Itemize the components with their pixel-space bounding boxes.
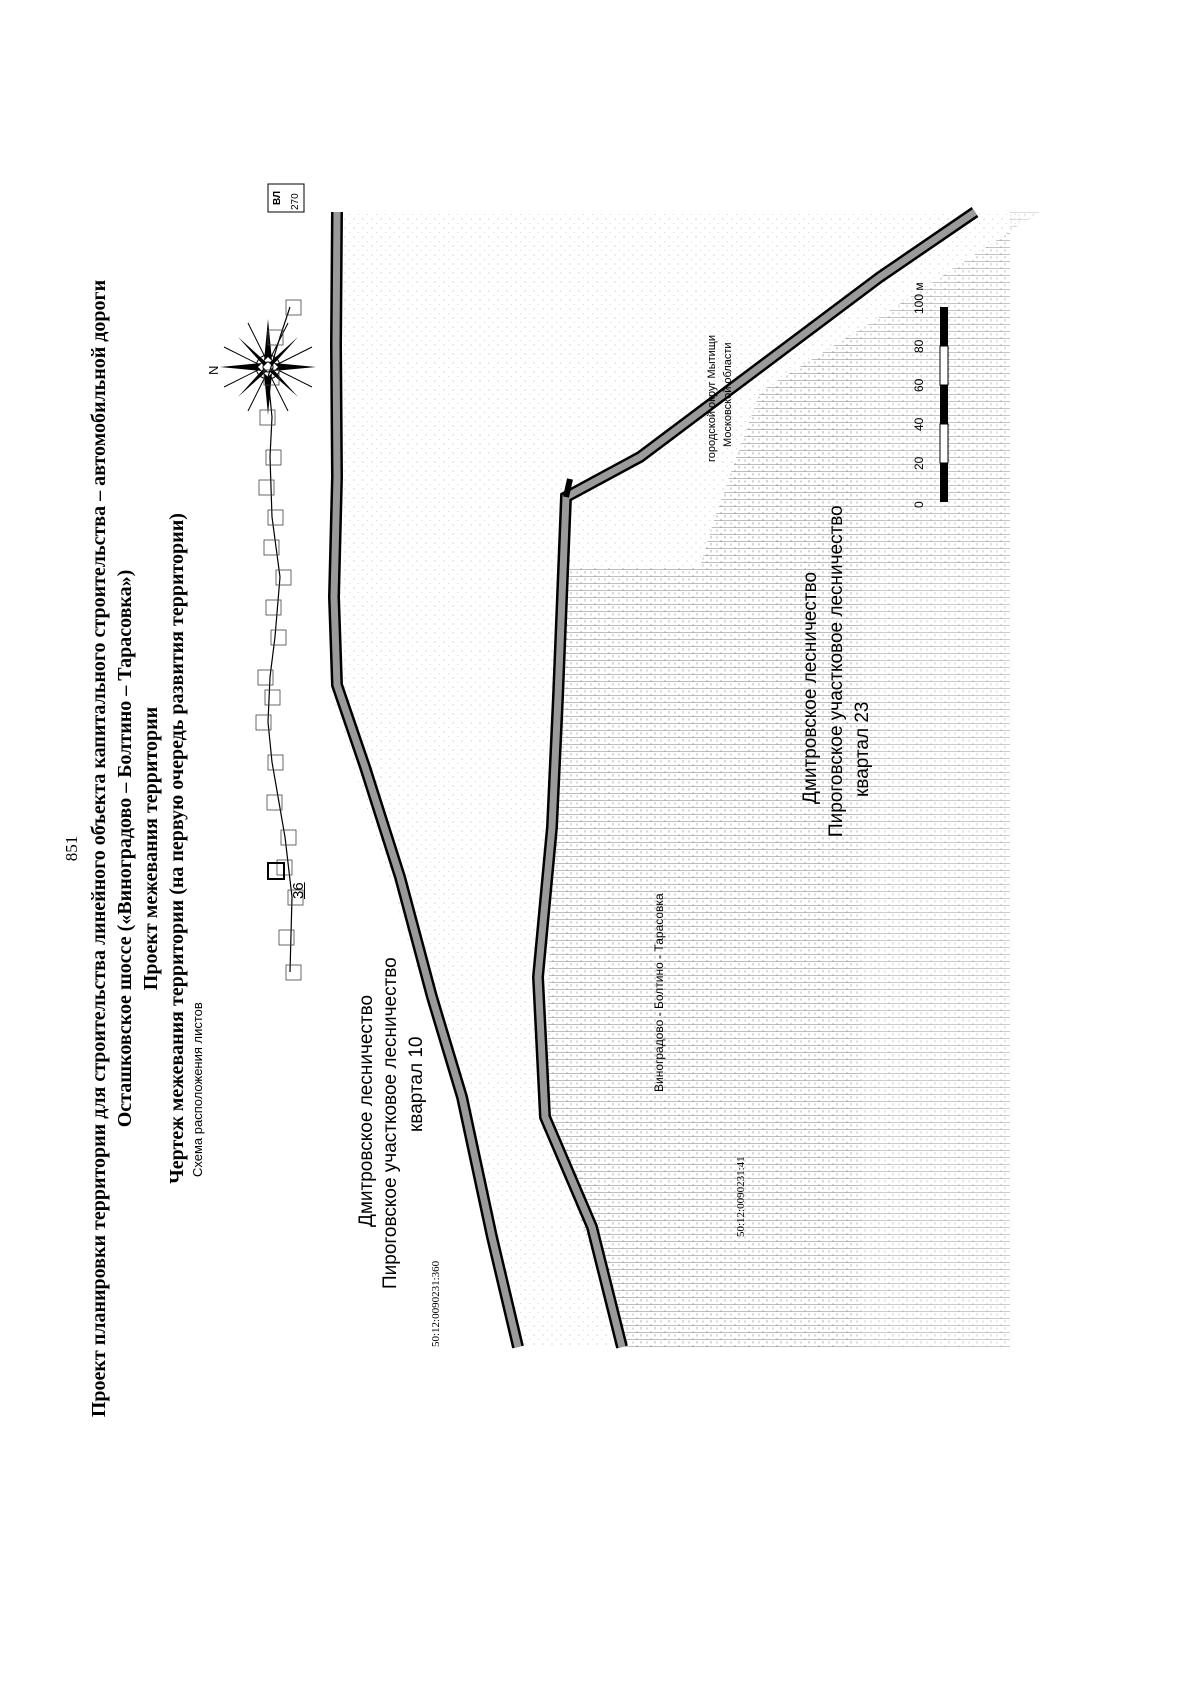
corner-badge-number: 270 <box>290 193 301 210</box>
label-block-left: квартал 10 <box>406 1036 427 1132</box>
label-forestry-left: Дмитровское лесничество <box>356 994 377 1227</box>
inset-sheet-number: 36 <box>290 882 307 899</box>
label-road: Виноградово - Болтино - Тарасовка <box>652 893 666 1092</box>
scale-bar <box>940 307 948 502</box>
header-title-line3: Проект межевания территории <box>140 706 162 991</box>
scale-tick-60: 60 <box>912 378 926 392</box>
inset-tile <box>260 410 275 425</box>
label-forestry-right: Дмитровское лесничество <box>800 571 821 804</box>
inset-tile <box>266 600 281 615</box>
scale-seg-1 <box>940 463 948 502</box>
label-cadastral-1: 50:12:0090231:360 <box>430 1260 442 1347</box>
scale-seg-2 <box>940 424 948 463</box>
inset-caption: Схема расположения листов <box>190 1002 205 1177</box>
scale-seg-5 <box>940 307 948 346</box>
inset-route <box>268 307 292 972</box>
inset-tile <box>271 630 286 645</box>
inset-tile <box>279 930 294 945</box>
label-district-right: Пироговское участковое лесничество <box>826 505 847 837</box>
label-district-left: Пироговское участковое лесничество <box>380 957 401 1289</box>
sheet-layout-inset <box>268 307 292 972</box>
boundary-corner-tick <box>566 479 570 497</box>
corner-badge-mark: ВЛ <box>272 191 283 205</box>
scale-tick-100: 100 м <box>912 282 926 314</box>
label-municipality-line2: Московской области <box>722 342 734 447</box>
scale-tick-80: 80 <box>912 339 926 353</box>
page-number: 851 <box>62 835 81 862</box>
inset-tile <box>268 755 283 770</box>
scale-tick-40: 40 <box>912 417 926 431</box>
inset-tile <box>281 830 296 845</box>
compass-north-label: N <box>206 365 221 375</box>
inset-tile <box>265 690 280 705</box>
inset-tile <box>286 965 301 980</box>
scale-seg-4 <box>940 346 948 385</box>
label-block-right: квартал 23 <box>852 701 873 797</box>
label-cadastral-2: 50:12:0090231:41 <box>735 1156 747 1237</box>
scale-seg-3 <box>940 385 948 424</box>
inset-tile <box>276 570 291 585</box>
header-title-line4: Чертеж межевания территории (на первую очередь развития территории) <box>166 513 188 1184</box>
scale-tick-20: 20 <box>912 456 926 470</box>
header-title-line1: Проект планировки территории для строительства линейного объекта капитального строительства – автомобильной дороги <box>88 279 110 1418</box>
inset-current-sheet <box>268 863 284 879</box>
inset-tile <box>268 510 283 525</box>
label-municipality-line1: городской округ Мытищи <box>706 335 718 462</box>
header-title-line2: Осташковское шоссе («Виноградово – Болтино – Тарасовка») <box>114 569 136 1128</box>
inset-tile <box>266 450 281 465</box>
scale-tick-0: 0 <box>912 501 926 508</box>
